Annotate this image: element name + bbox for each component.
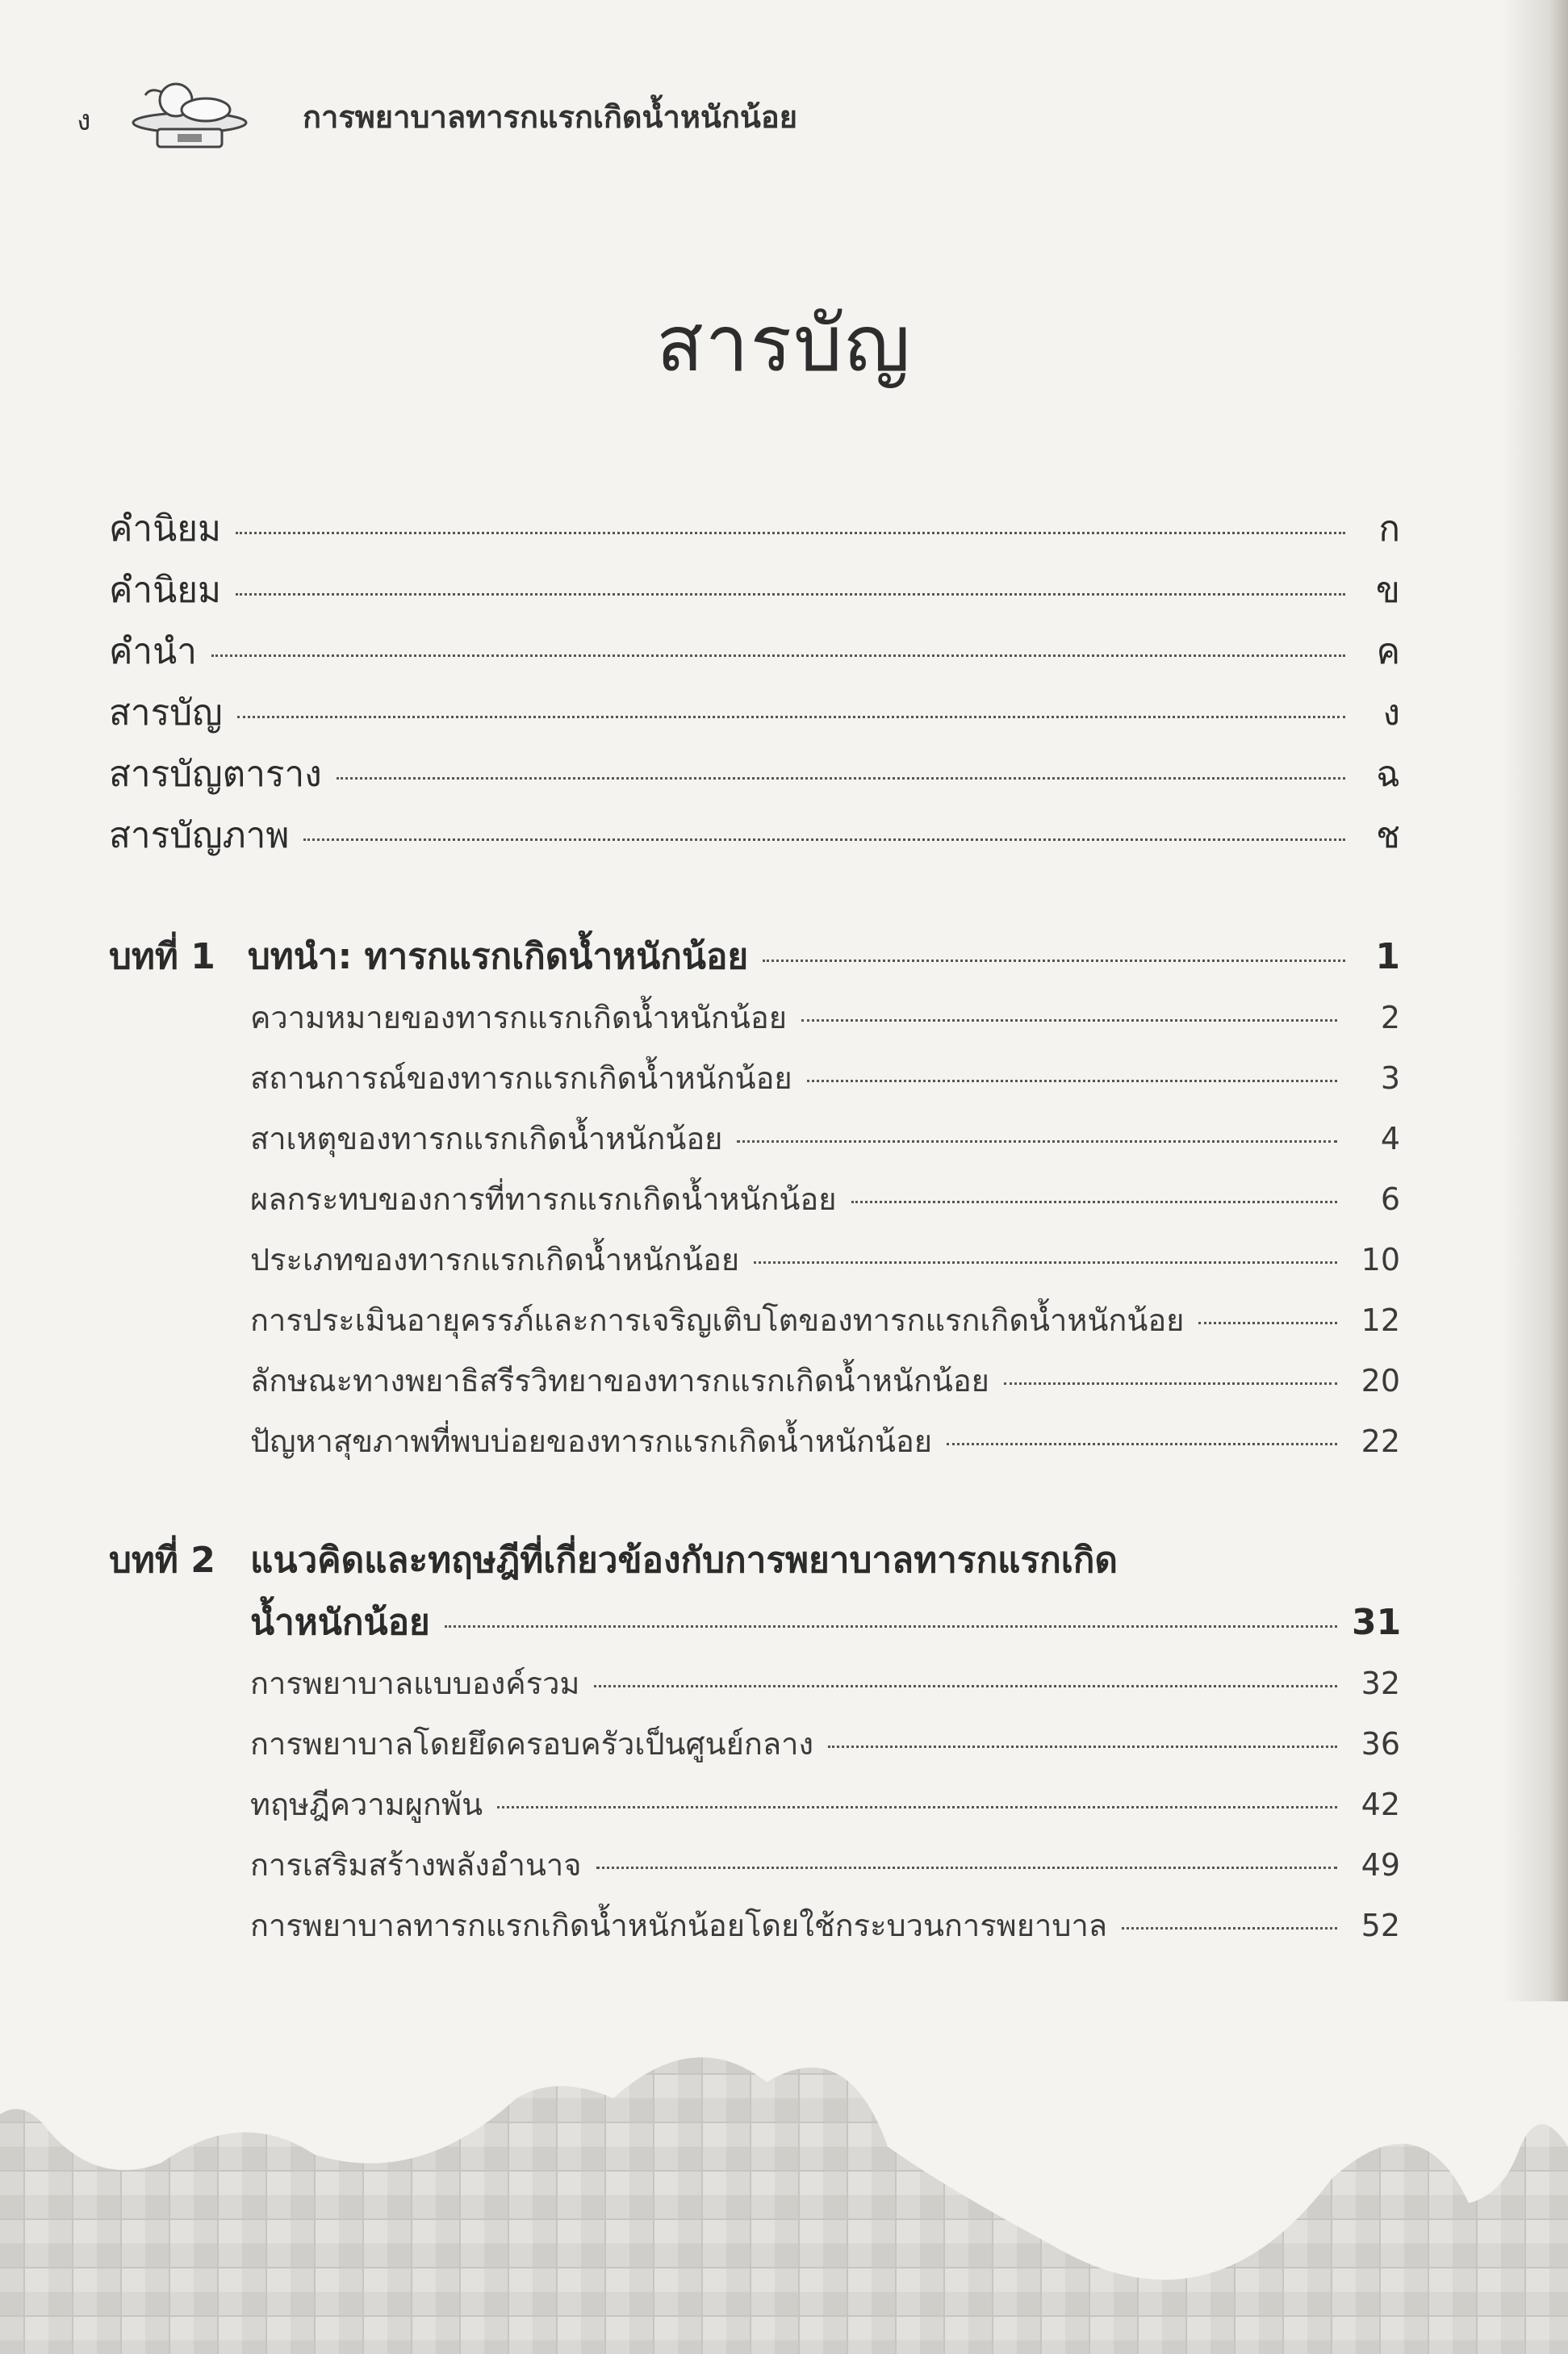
section-page: 10: [1361, 1242, 1400, 1277]
page-title: สารบัญ: [656, 299, 912, 389]
section-page: 36: [1361, 1726, 1400, 1762]
toc-section[interactable]: [250, 1295, 1400, 1344]
section-label: ความหมายของทารกแรกเกิดน้ำหนักน้อย: [250, 1000, 787, 1035]
toc-entry-page: ช: [1376, 815, 1400, 856]
section-page: 2: [1380, 1000, 1400, 1035]
running-header: [77, 74, 884, 163]
section-label: การประเมินอายุครรภ์และการเจริญเติบโตของทารกแรกเกิดน้ำหนักน้อย: [250, 1302, 1185, 1338]
toc-section[interactable]: [250, 1840, 1400, 1889]
toc-section[interactable]: [250, 1658, 1400, 1708]
section-page: 32: [1361, 1666, 1400, 1701]
section-label: ผลกระทบของการที่ทารกแรกเกิดน้ำหนักน้อย: [250, 1181, 837, 1217]
cloud-border-decoration: [0, 2001, 1568, 2354]
toc-entry-label: สารบัญตาราง: [109, 754, 322, 795]
toc-entry-page: ข: [1375, 570, 1400, 611]
toc-section[interactable]: [250, 1114, 1400, 1163]
toc-entry-page: ค: [1376, 631, 1400, 672]
section-label: ลักษณะทางพยาธิสรีรวิทยาของทารกแรกเกิดน้ำหนักน้อย: [250, 1363, 989, 1399]
section-page: 22: [1361, 1424, 1400, 1459]
dot-leader: [828, 1746, 1337, 1748]
dot-leader: [211, 654, 1345, 657]
toc-chapter-1[interactable]: [109, 928, 1400, 985]
toc-entry-page: ฉ: [1376, 754, 1400, 795]
chapter-title-line-2: น้ำหนักน้อย: [250, 1602, 430, 1643]
chapter-title: บทนำ: ทารกแรกเกิดน้ำหนักน้อย: [247, 936, 749, 977]
dot-leader: [1198, 1322, 1337, 1324]
section-label: การเสริมสร้างพลังอำนาจ: [250, 1847, 582, 1883]
section-label: การพยาบาลทารกแรกเกิดน้ำหนักน้อยโดยใช้กระบวนการพยาบาล: [250, 1908, 1108, 1943]
dot-leader: [236, 593, 1345, 596]
section-label: การพยาบาลแบบองค์รวม: [250, 1666, 580, 1701]
dot-leader: [1122, 1927, 1337, 1930]
section-page: 12: [1361, 1302, 1400, 1338]
dot-leader: [754, 1261, 1337, 1264]
chapter-page: 1: [1375, 936, 1400, 977]
baby-scale-icon: [113, 74, 266, 155]
toc-entry[interactable]: [109, 684, 1400, 741]
toc-entry[interactable]: [109, 500, 1400, 557]
dot-leader: [947, 1443, 1337, 1445]
dot-leader: [763, 960, 1345, 962]
toc-entry-label: คำนิยม: [109, 508, 222, 550]
section-page: 42: [1361, 1787, 1400, 1822]
toc-section[interactable]: [250, 1416, 1400, 1466]
section-page: 4: [1380, 1121, 1400, 1156]
dot-leader: [737, 1140, 1337, 1143]
section-page: 20: [1361, 1363, 1400, 1399]
toc-section[interactable]: [250, 1900, 1400, 1950]
dot-leader: [596, 1867, 1337, 1869]
section-page: 52: [1361, 1908, 1400, 1943]
dot-leader: [594, 1685, 1337, 1687]
section-page: 6: [1380, 1181, 1400, 1217]
toc-section[interactable]: [250, 1356, 1400, 1405]
running-title: การพยาบาลทารกแรกเกิดน้ำหนักน้อย: [303, 99, 797, 135]
toc-entry[interactable]: [109, 746, 1400, 802]
section-label: ปัญหาสุขภาพที่พบบ่อยของทารกแรกเกิดน้ำหนักน้อย: [250, 1424, 933, 1459]
chapter-label: บทที่ 1: [109, 936, 215, 977]
toc-entry[interactable]: [109, 807, 1400, 863]
dot-leader: [1004, 1382, 1337, 1385]
dot-leader: [337, 777, 1345, 780]
toc-entry-label: คำนิยม: [109, 570, 222, 611]
dot-leader: [303, 838, 1345, 841]
toc-section[interactable]: [250, 1779, 1400, 1829]
dot-leader: [237, 716, 1345, 718]
section-label: ทฤษฎีความผูกพัน: [250, 1787, 483, 1822]
toc-entry[interactable]: [109, 562, 1400, 618]
toc-entry-label: คำนำ: [109, 631, 197, 672]
toc-entry[interactable]: [109, 623, 1400, 679]
toc-section[interactable]: [250, 993, 1400, 1042]
section-page: 49: [1361, 1847, 1400, 1883]
section-label: สาเหตุของทารกแรกเกิดน้ำหนักน้อย: [250, 1121, 723, 1156]
chapter-title-line-1[interactable]: แนวคิดและทฤษฎีที่เกี่ยวข้องกับการพยาบาลทารกแรกเกิด: [250, 1540, 1118, 1581]
dot-leader: [807, 1080, 1337, 1082]
toc-section[interactable]: [250, 1719, 1400, 1768]
dot-leader: [236, 532, 1345, 534]
section-label: ประเภทของทารกแรกเกิดน้ำหนักน้อย: [250, 1242, 740, 1277]
toc-section[interactable]: [250, 1235, 1400, 1284]
chapter-page: 31: [1352, 1602, 1402, 1643]
toc-chapter-2[interactable]: [250, 1594, 1400, 1650]
section-page: 3: [1380, 1060, 1400, 1096]
toc-entry-page: ก: [1378, 508, 1400, 550]
toc-entry-page: ง: [1382, 692, 1400, 734]
toc-section[interactable]: [250, 1174, 1400, 1223]
toc-section[interactable]: [250, 1053, 1400, 1102]
toc-entry-label: สารบัญภาพ: [109, 815, 290, 856]
section-label: การพยาบาลโดยยึดครอบครัวเป็นศูนย์กลาง: [250, 1726, 814, 1762]
folio-number: ง: [77, 104, 91, 137]
dot-leader: [445, 1625, 1337, 1628]
chapter-label: บทที่ 2: [109, 1540, 215, 1581]
toc-entry-label: สารบัญ: [109, 692, 223, 734]
dot-leader: [801, 1019, 1337, 1022]
section-label: สถานการณ์ของทารกแรกเกิดน้ำหนักน้อย: [250, 1060, 792, 1096]
dot-leader: [851, 1201, 1337, 1203]
dot-leader: [497, 1806, 1337, 1808]
